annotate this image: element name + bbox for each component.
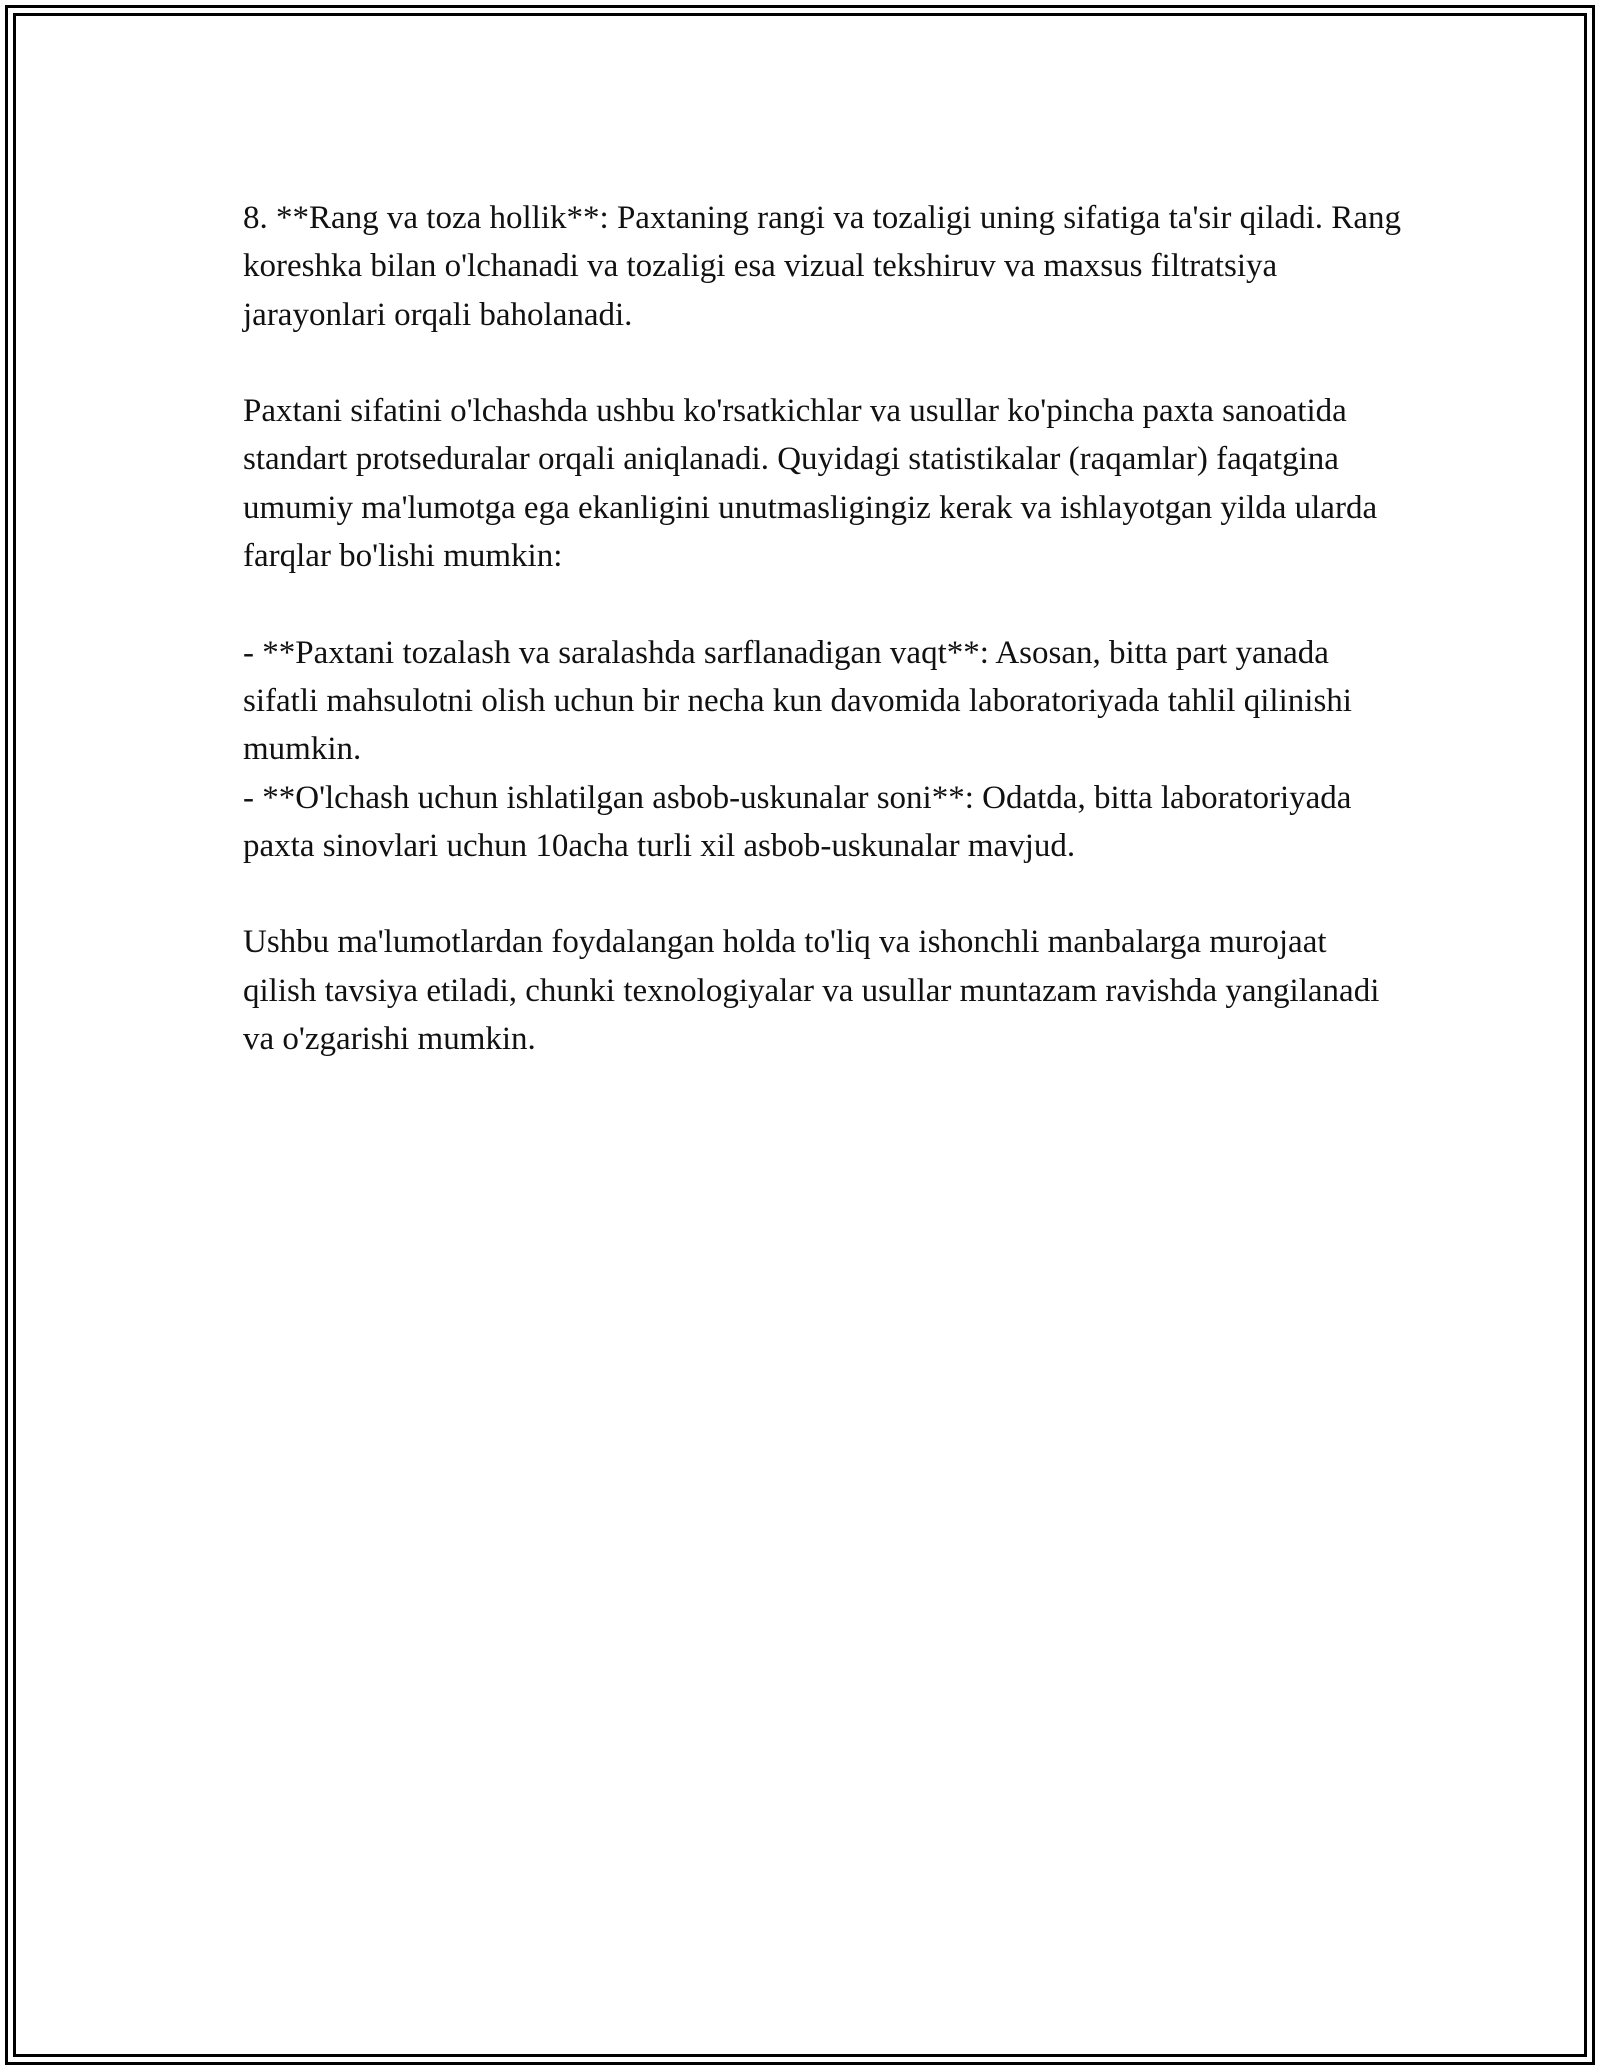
document-body — [243, 194, 1403, 1112]
paragraph-color-cleanliness: 8. **Rang va toza hollik**: Paxtaning rangi va tozaligi uning sifatiga ta'sir qiladi. Rang koreshka bilan o'lchanadi va tozaligi esa vizual tekshiruv va maxsus filtratsiya jarayonlari orqali baholanadi. — [243, 200, 1401, 333]
statistics-list — [243, 629, 1403, 870]
page-border — [5, 5, 1595, 2065]
paragraph-recommendation: Ushbu ma'lumotlardan foydalangan holda to'liq va ishonchli manbalarga murojaat qilish tavsiya etiladi, chunki texnologiyalar va usullar muntazam ravishda yangilanadi va o'zgarishi mumkin. — [243, 924, 1380, 1058]
list-item: - **O'lchash uchun ishlatilgan asbob-uskunalar soni**: Odatda, bitta laboratoriyada paxta sinovlari uchun 10acha turli xil asbob-uskunalar mavjud. — [243, 779, 1352, 864]
paragraph-measurement-standards: Paxtani sifatini o'lchashda ushbu ko'rsatkichlar va usullar ko'pincha paxta sanoatida standart protseduralar orqali aniqlanadi. Quyidagi statistikalar (raqamlar) faqatgina umumiy ma'lumotga ega ekanligini unutmasligingiz kerak va ishlayotgan yilda ularda farqlar bo'lishi mumkin: — [243, 393, 1378, 575]
list-item: - **Paxtani tozalash va saralashda sarflanadigan vaqt**: Asosan, bitta part yanada sifatli mahsulotni olish uchun bir necha kun davomida laboratoriyada tahlil qilinishi mumkin. — [243, 634, 1352, 768]
